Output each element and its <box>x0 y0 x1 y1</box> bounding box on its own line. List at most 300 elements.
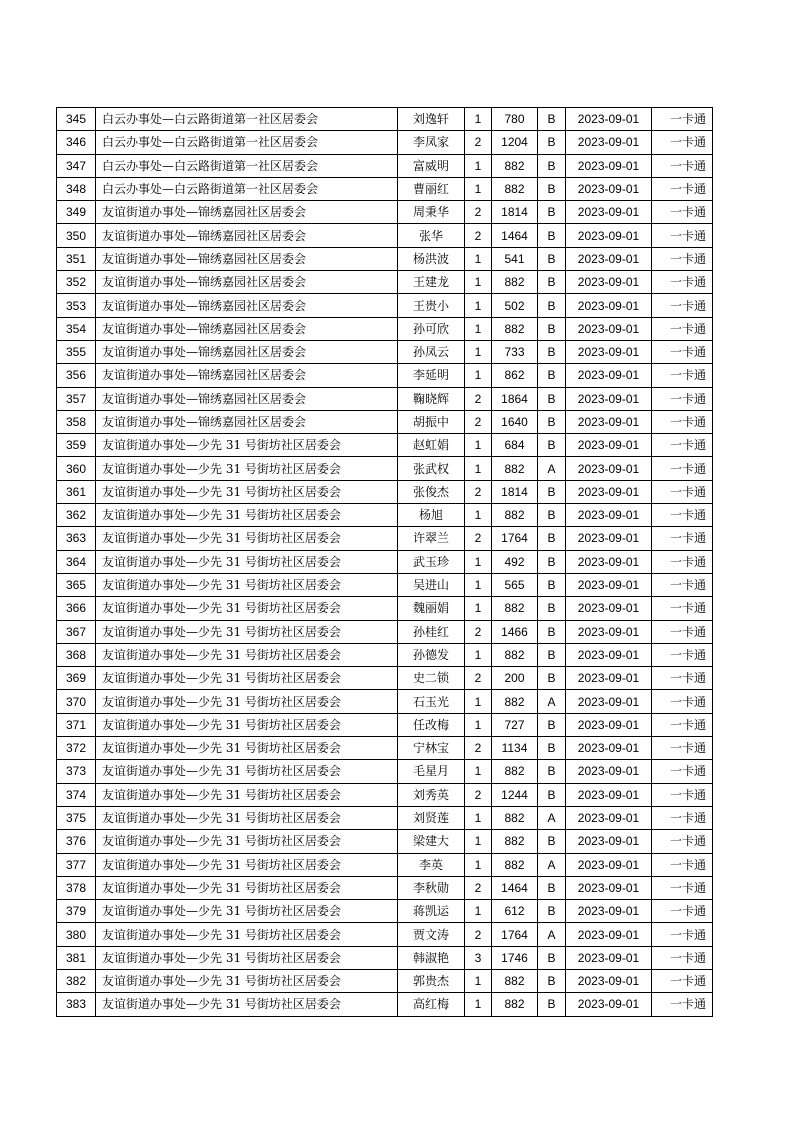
table-row <box>57 853 713 876</box>
organization-cell: 白云办事处—白云路街道第一社区居委会 <box>96 108 398 131</box>
amount-cell: 882 <box>492 806 538 829</box>
amount-cell: 1244 <box>492 783 538 806</box>
table-row <box>57 550 713 573</box>
household-count-cell: 1 <box>465 713 492 736</box>
household-count-cell: 1 <box>465 690 492 713</box>
organization-cell: 友谊街道办事处—少先 31 号街坊社区居委会 <box>96 783 398 806</box>
payment-method-cell: 一卡通 <box>652 946 713 969</box>
amount-cell: 733 <box>492 340 538 363</box>
table-row <box>57 667 713 690</box>
grade-cell: B <box>538 224 566 247</box>
grade-cell: B <box>538 410 566 433</box>
person-name-cell: 蒋凯运 <box>398 900 465 923</box>
payment-method-cell: 一卡通 <box>652 201 713 224</box>
amount-cell: 565 <box>492 573 538 596</box>
date-cell: 2023-09-01 <box>566 387 652 410</box>
organization-cell: 友谊街道办事处—少先 31 号街坊社区居委会 <box>96 737 398 760</box>
table-row <box>57 480 713 503</box>
person-name-cell: 杨旭 <box>398 504 465 527</box>
row-number-cell: 353 <box>57 294 96 317</box>
grade-cell: B <box>538 620 566 643</box>
date-cell: 2023-09-01 <box>566 900 652 923</box>
amount-cell: 727 <box>492 713 538 736</box>
amount-cell: 1864 <box>492 387 538 410</box>
payment-method-cell: 一卡通 <box>652 527 713 550</box>
person-name-cell: 孙凤云 <box>398 340 465 363</box>
date-cell: 2023-09-01 <box>566 830 652 853</box>
row-number-cell: 347 <box>57 154 96 177</box>
row-number-cell: 362 <box>57 504 96 527</box>
row-number-cell: 373 <box>57 760 96 783</box>
date-cell: 2023-09-01 <box>566 620 652 643</box>
row-number-cell: 382 <box>57 969 96 992</box>
household-count-cell: 1 <box>465 504 492 527</box>
payment-method-cell: 一卡通 <box>652 783 713 806</box>
person-name-cell: 孙桂红 <box>398 620 465 643</box>
table-row <box>57 504 713 527</box>
household-count-cell: 2 <box>465 923 492 946</box>
table-row <box>57 108 713 131</box>
date-cell: 2023-09-01 <box>566 177 652 200</box>
household-count-cell: 1 <box>465 573 492 596</box>
payment-method-cell: 一卡通 <box>652 690 713 713</box>
household-count-cell: 3 <box>465 946 492 969</box>
date-cell: 2023-09-01 <box>566 667 652 690</box>
grade-cell: B <box>538 876 566 899</box>
household-count-cell: 2 <box>465 667 492 690</box>
date-cell: 2023-09-01 <box>566 224 652 247</box>
date-cell: 2023-09-01 <box>566 806 652 829</box>
table-row <box>57 620 713 643</box>
person-name-cell: 李英 <box>398 853 465 876</box>
person-name-cell: 张华 <box>398 224 465 247</box>
organization-cell: 友谊街道办事处—锦绣嘉园社区居委会 <box>96 410 398 433</box>
amount-cell: 200 <box>492 667 538 690</box>
date-cell: 2023-09-01 <box>566 573 652 596</box>
grade-cell: B <box>538 340 566 363</box>
table-row <box>57 923 713 946</box>
amount-cell: 882 <box>492 597 538 620</box>
payment-method-cell: 一卡通 <box>652 224 713 247</box>
grade-cell: B <box>538 573 566 596</box>
grade-cell: A <box>538 853 566 876</box>
date-cell: 2023-09-01 <box>566 737 652 760</box>
amount-cell: 1764 <box>492 527 538 550</box>
household-count-cell: 1 <box>465 969 492 992</box>
payment-method-cell: 一卡通 <box>652 597 713 620</box>
person-name-cell: 富威明 <box>398 154 465 177</box>
payment-method-cell: 一卡通 <box>652 247 713 270</box>
row-number-cell: 356 <box>57 364 96 387</box>
person-name-cell: 王建龙 <box>398 271 465 294</box>
grade-cell: B <box>538 713 566 736</box>
grade-cell: B <box>538 364 566 387</box>
table-row <box>57 900 713 923</box>
household-count-cell: 1 <box>465 760 492 783</box>
payment-method-cell: 一卡通 <box>652 294 713 317</box>
household-count-cell: 1 <box>465 294 492 317</box>
date-cell: 2023-09-01 <box>566 643 652 666</box>
grade-cell: B <box>538 830 566 853</box>
table-row <box>57 760 713 783</box>
row-number-cell: 359 <box>57 434 96 457</box>
payment-method-cell: 一卡通 <box>652 410 713 433</box>
payment-method-cell: 一卡通 <box>652 643 713 666</box>
organization-cell: 友谊街道办事处—少先 31 号街坊社区居委会 <box>96 853 398 876</box>
household-count-cell: 2 <box>465 737 492 760</box>
grade-cell: A <box>538 690 566 713</box>
household-count-cell: 2 <box>465 620 492 643</box>
payment-method-cell: 一卡通 <box>652 853 713 876</box>
organization-cell: 友谊街道办事处—锦绣嘉园社区居委会 <box>96 340 398 363</box>
date-cell: 2023-09-01 <box>566 434 652 457</box>
amount-cell: 882 <box>492 993 538 1016</box>
person-name-cell: 魏丽娟 <box>398 597 465 620</box>
payment-method-cell: 一卡通 <box>652 387 713 410</box>
grade-cell: B <box>538 783 566 806</box>
grade-cell: B <box>538 480 566 503</box>
organization-cell: 白云办事处—白云路街道第一社区居委会 <box>96 131 398 154</box>
row-number-cell: 372 <box>57 737 96 760</box>
grade-cell: B <box>538 177 566 200</box>
organization-cell: 友谊街道办事处—锦绣嘉园社区居委会 <box>96 201 398 224</box>
person-name-cell: 武玉珍 <box>398 550 465 573</box>
grade-cell: B <box>538 900 566 923</box>
household-count-cell: 1 <box>465 597 492 620</box>
amount-cell: 882 <box>492 271 538 294</box>
date-cell: 2023-09-01 <box>566 504 652 527</box>
person-name-cell: 吴进山 <box>398 573 465 596</box>
payment-method-cell: 一卡通 <box>652 737 713 760</box>
table-row <box>57 340 713 363</box>
amount-cell: 541 <box>492 247 538 270</box>
household-count-cell: 1 <box>465 317 492 340</box>
amount-cell: 1204 <box>492 131 538 154</box>
grade-cell: B <box>538 667 566 690</box>
grade-cell: B <box>538 597 566 620</box>
date-cell: 2023-09-01 <box>566 154 652 177</box>
row-number-cell: 371 <box>57 713 96 736</box>
amount-cell: 882 <box>492 643 538 666</box>
row-number-cell: 363 <box>57 527 96 550</box>
organization-cell: 友谊街道办事处—少先 31 号街坊社区居委会 <box>96 969 398 992</box>
table-row <box>57 783 713 806</box>
row-number-cell: 376 <box>57 830 96 853</box>
row-number-cell: 366 <box>57 597 96 620</box>
person-name-cell: 郭贵杰 <box>398 969 465 992</box>
grade-cell: B <box>538 317 566 340</box>
organization-cell: 友谊街道办事处—少先 31 号街坊社区居委会 <box>96 573 398 596</box>
person-name-cell: 李延明 <box>398 364 465 387</box>
amount-cell: 882 <box>492 317 538 340</box>
organization-cell: 友谊街道办事处—少先 31 号街坊社区居委会 <box>96 597 398 620</box>
organization-cell: 友谊街道办事处—锦绣嘉园社区居委会 <box>96 271 398 294</box>
amount-cell: 684 <box>492 434 538 457</box>
grade-cell: B <box>538 131 566 154</box>
grade-cell: B <box>538 643 566 666</box>
payment-method-cell: 一卡通 <box>652 876 713 899</box>
organization-cell: 友谊街道办事处—锦绣嘉园社区居委会 <box>96 294 398 317</box>
person-name-cell: 周秉华 <box>398 201 465 224</box>
household-count-cell: 2 <box>465 527 492 550</box>
table-row <box>57 806 713 829</box>
row-number-cell: 365 <box>57 573 96 596</box>
person-name-cell: 胡振中 <box>398 410 465 433</box>
household-count-cell: 1 <box>465 993 492 1016</box>
organization-cell: 友谊街道办事处—少先 31 号街坊社区居委会 <box>96 690 398 713</box>
person-name-cell: 孙可欣 <box>398 317 465 340</box>
date-cell: 2023-09-01 <box>566 550 652 573</box>
grade-cell: B <box>538 201 566 224</box>
table-row <box>57 643 713 666</box>
table-row <box>57 969 713 992</box>
row-number-cell: 369 <box>57 667 96 690</box>
row-number-cell: 370 <box>57 690 96 713</box>
row-number-cell: 350 <box>57 224 96 247</box>
row-number-cell: 378 <box>57 876 96 899</box>
amount-cell: 492 <box>492 550 538 573</box>
payment-method-cell: 一卡通 <box>652 900 713 923</box>
organization-cell: 白云办事处—白云路街道第一社区居委会 <box>96 154 398 177</box>
date-cell: 2023-09-01 <box>566 690 652 713</box>
date-cell: 2023-09-01 <box>566 597 652 620</box>
organization-cell: 友谊街道办事处—锦绣嘉园社区居委会 <box>96 224 398 247</box>
person-name-cell: 李秋勋 <box>398 876 465 899</box>
amount-cell: 882 <box>492 177 538 200</box>
table-row <box>57 317 713 340</box>
organization-cell: 友谊街道办事处—少先 31 号街坊社区居委会 <box>96 760 398 783</box>
table-row <box>57 597 713 620</box>
grade-cell: B <box>538 969 566 992</box>
amount-cell: 1466 <box>492 620 538 643</box>
grade-cell: B <box>538 294 566 317</box>
person-name-cell: 石玉光 <box>398 690 465 713</box>
payment-method-cell: 一卡通 <box>652 969 713 992</box>
date-cell: 2023-09-01 <box>566 247 652 270</box>
organization-cell: 友谊街道办事处—少先 31 号街坊社区居委会 <box>96 830 398 853</box>
amount-cell: 882 <box>492 969 538 992</box>
amount-cell: 1464 <box>492 224 538 247</box>
person-name-cell: 许翠兰 <box>398 527 465 550</box>
household-count-cell: 2 <box>465 410 492 433</box>
grade-cell: B <box>538 387 566 410</box>
amount-cell: 1134 <box>492 737 538 760</box>
date-cell: 2023-09-01 <box>566 317 652 340</box>
organization-cell: 友谊街道办事处—少先 31 号街坊社区居委会 <box>96 923 398 946</box>
table-body <box>57 108 713 1017</box>
date-cell: 2023-09-01 <box>566 340 652 363</box>
payment-method-cell: 一卡通 <box>652 480 713 503</box>
row-number-cell: 381 <box>57 946 96 969</box>
household-count-cell: 1 <box>465 177 492 200</box>
household-count-cell: 1 <box>465 271 492 294</box>
payment-method-cell: 一卡通 <box>652 667 713 690</box>
payment-method-cell: 一卡通 <box>652 340 713 363</box>
payment-method-cell: 一卡通 <box>652 504 713 527</box>
table-row <box>57 690 713 713</box>
row-number-cell: 357 <box>57 387 96 410</box>
date-cell: 2023-09-01 <box>566 108 652 131</box>
row-number-cell: 358 <box>57 410 96 433</box>
amount-cell: 1764 <box>492 923 538 946</box>
document-page <box>56 107 712 1017</box>
row-number-cell: 383 <box>57 993 96 1016</box>
grade-cell: B <box>538 434 566 457</box>
household-count-cell: 1 <box>465 364 492 387</box>
table-row <box>57 713 713 736</box>
organization-cell: 友谊街道办事处—少先 31 号街坊社区居委会 <box>96 480 398 503</box>
person-name-cell: 杨洪波 <box>398 247 465 270</box>
amount-cell: 862 <box>492 364 538 387</box>
row-number-cell: 348 <box>57 177 96 200</box>
organization-cell: 友谊街道办事处—少先 31 号街坊社区居委会 <box>96 434 398 457</box>
date-cell: 2023-09-01 <box>566 993 652 1016</box>
date-cell: 2023-09-01 <box>566 364 652 387</box>
amount-cell: 1814 <box>492 480 538 503</box>
household-count-cell: 1 <box>465 830 492 853</box>
amount-cell: 882 <box>492 760 538 783</box>
date-cell: 2023-09-01 <box>566 410 652 433</box>
household-count-cell: 2 <box>465 480 492 503</box>
person-name-cell: 李凤家 <box>398 131 465 154</box>
person-name-cell: 曹丽红 <box>398 177 465 200</box>
payment-method-cell: 一卡通 <box>652 364 713 387</box>
grade-cell: B <box>538 946 566 969</box>
organization-cell: 友谊街道办事处—少先 31 号街坊社区居委会 <box>96 504 398 527</box>
row-number-cell: 367 <box>57 620 96 643</box>
payment-method-cell: 一卡通 <box>652 457 713 480</box>
table-row <box>57 364 713 387</box>
table-row <box>57 177 713 200</box>
person-name-cell: 贾文涛 <box>398 923 465 946</box>
amount-cell: 1640 <box>492 410 538 433</box>
table-row <box>57 224 713 247</box>
grade-cell: A <box>538 923 566 946</box>
payment-method-cell: 一卡通 <box>652 760 713 783</box>
date-cell: 2023-09-01 <box>566 271 652 294</box>
date-cell: 2023-09-01 <box>566 969 652 992</box>
table-row <box>57 876 713 899</box>
amount-cell: 1814 <box>492 201 538 224</box>
grade-cell: B <box>538 760 566 783</box>
person-name-cell: 张俊杰 <box>398 480 465 503</box>
payment-method-cell: 一卡通 <box>652 154 713 177</box>
row-number-cell: 349 <box>57 201 96 224</box>
table-row <box>57 247 713 270</box>
payment-method-cell: 一卡通 <box>652 923 713 946</box>
organization-cell: 友谊街道办事处—锦绣嘉园社区居委会 <box>96 364 398 387</box>
table-row <box>57 131 713 154</box>
date-cell: 2023-09-01 <box>566 480 652 503</box>
date-cell: 2023-09-01 <box>566 294 652 317</box>
date-cell: 2023-09-01 <box>566 760 652 783</box>
grade-cell: A <box>538 806 566 829</box>
amount-cell: 1746 <box>492 946 538 969</box>
row-number-cell: 354 <box>57 317 96 340</box>
organization-cell: 友谊街道办事处—少先 31 号街坊社区居委会 <box>96 457 398 480</box>
payment-method-cell: 一卡通 <box>652 108 713 131</box>
organization-cell: 白云办事处—白云路街道第一社区居委会 <box>96 177 398 200</box>
household-count-cell: 1 <box>465 247 492 270</box>
organization-cell: 友谊街道办事处—少先 31 号街坊社区居委会 <box>96 993 398 1016</box>
row-number-cell: 345 <box>57 108 96 131</box>
table-row <box>57 434 713 457</box>
date-cell: 2023-09-01 <box>566 527 652 550</box>
row-number-cell: 380 <box>57 923 96 946</box>
household-count-cell: 1 <box>465 900 492 923</box>
row-number-cell: 351 <box>57 247 96 270</box>
person-name-cell: 孙德发 <box>398 643 465 666</box>
person-name-cell: 高红梅 <box>398 993 465 1016</box>
row-number-cell: 379 <box>57 900 96 923</box>
date-cell: 2023-09-01 <box>566 713 652 736</box>
table-row <box>57 294 713 317</box>
table-row <box>57 527 713 550</box>
household-count-cell: 2 <box>465 783 492 806</box>
grade-cell: B <box>538 527 566 550</box>
amount-cell: 882 <box>492 830 538 853</box>
grade-cell: B <box>538 504 566 527</box>
payment-method-cell: 一卡通 <box>652 573 713 596</box>
organization-cell: 友谊街道办事处—少先 31 号街坊社区居委会 <box>96 806 398 829</box>
table-row <box>57 387 713 410</box>
amount-cell: 502 <box>492 294 538 317</box>
row-number-cell: 355 <box>57 340 96 363</box>
organization-cell: 友谊街道办事处—少先 31 号街坊社区居委会 <box>96 876 398 899</box>
row-number-cell: 361 <box>57 480 96 503</box>
row-number-cell: 364 <box>57 550 96 573</box>
household-count-cell: 2 <box>465 876 492 899</box>
organization-cell: 友谊街道办事处—少先 31 号街坊社区居委会 <box>96 527 398 550</box>
organization-cell: 友谊街道办事处—锦绣嘉园社区居委会 <box>96 247 398 270</box>
payment-method-cell: 一卡通 <box>652 993 713 1016</box>
table-row <box>57 830 713 853</box>
household-count-cell: 2 <box>465 201 492 224</box>
payment-method-cell: 一卡通 <box>652 131 713 154</box>
organization-cell: 友谊街道办事处—少先 31 号街坊社区居委会 <box>96 900 398 923</box>
beneficiary-table <box>56 107 713 1017</box>
row-number-cell: 375 <box>57 806 96 829</box>
date-cell: 2023-09-01 <box>566 876 652 899</box>
row-number-cell: 352 <box>57 271 96 294</box>
amount-cell: 612 <box>492 900 538 923</box>
grade-cell: B <box>538 154 566 177</box>
person-name-cell: 赵虹娟 <box>398 434 465 457</box>
row-number-cell: 360 <box>57 457 96 480</box>
table-row <box>57 573 713 596</box>
amount-cell: 882 <box>492 504 538 527</box>
household-count-cell: 2 <box>465 387 492 410</box>
date-cell: 2023-09-01 <box>566 131 652 154</box>
payment-method-cell: 一卡通 <box>652 830 713 853</box>
organization-cell: 友谊街道办事处—锦绣嘉园社区居委会 <box>96 317 398 340</box>
payment-method-cell: 一卡通 <box>652 713 713 736</box>
grade-cell: B <box>538 550 566 573</box>
grade-cell: B <box>538 271 566 294</box>
person-name-cell: 史二锁 <box>398 667 465 690</box>
household-count-cell: 1 <box>465 108 492 131</box>
row-number-cell: 377 <box>57 853 96 876</box>
date-cell: 2023-09-01 <box>566 201 652 224</box>
organization-cell: 友谊街道办事处—少先 31 号街坊社区居委会 <box>96 550 398 573</box>
row-number-cell: 346 <box>57 131 96 154</box>
amount-cell: 882 <box>492 154 538 177</box>
organization-cell: 友谊街道办事处—少先 31 号街坊社区居委会 <box>96 620 398 643</box>
household-count-cell: 1 <box>465 806 492 829</box>
payment-method-cell: 一卡通 <box>652 806 713 829</box>
table-row <box>57 201 713 224</box>
person-name-cell: 任改梅 <box>398 713 465 736</box>
